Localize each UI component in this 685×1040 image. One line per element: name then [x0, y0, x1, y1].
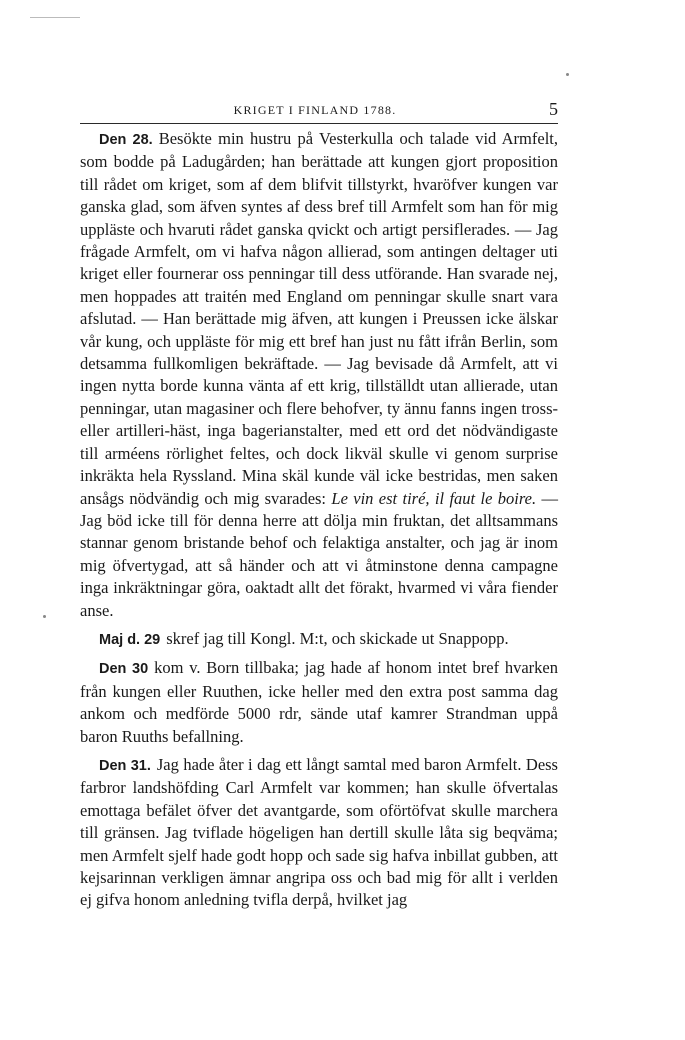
entry-text: Besökte min hustru på Vesterkulla och talade vid Armfelt, som bodde på Ladugården; han berättade att kungen gjort proposition till rådet om kriget, som af dem blifvit tillstyrkt, hvaröfver kungen var ganska glad, som äfven syntes af dess bref till Armfelt som han för mig uppläste och hvaruti rådet ganska qvickt och artigt persiflerades. — Jag frågade Armfelt, om vi hafva någon allierad, som antingen deltager uti kriget eller fournerar oss penningar till dess utförande. Han svarade nej, men hoppades att traitén med England om penningar skulle snart vara afslutad. — Han berättade mig äfven, att kungen i Preussen icke älskar vår kung, och uppläste för mig ett bref han just nu fått ifrån Berlin, som detsamma fullkomligen bekräftade. — Jag bevisade då Armfelt, att vi ingen nytta borde kunna vänta af ett krig, tillställdt utan allierade, utan penningar, utan magasiner och flere behofver, ty ännu fanns ingen tross- eller artilleri-häst, inga bagerianstalter, med ett ord det nödvändigaste till arméens rörlighet feltes, och dock likväl skulle vi genom surprise inkräkta hela Ryssland. Mina skäl kunde väl icke bestridas, men saken ansågs nödvändig och mig svarades:: [80, 129, 558, 508]
diary-entry: [80, 754, 558, 912]
entry-quote: Le vin est tiré, il faut le boire.: [331, 488, 537, 508]
scan-speck: [43, 615, 46, 618]
entry-date: Maj d. 29: [99, 631, 161, 648]
entry-text: skref jag till Kongl. M:t, och skickade ut Snappopp.: [166, 628, 509, 648]
entry-text: — Jag böd icke till för denna herre att dölja min fruktan, det alltsammans stannar genom bristande behof och felaktiga anstalter, och jag är inom mig öfvertygad, att så händer och att vi åtminstone denna campagne inga inkräktningar göra, oaktadt allt det förakt, hvarmed vi våra fiender anse.: [80, 488, 559, 620]
running-title: KRIGET I FINLAND 1788.: [233, 103, 397, 117]
page-body: [80, 128, 558, 918]
book-page: [80, 0, 558, 1040]
diary-entry: [80, 128, 558, 622]
entry-date: Den 30: [99, 661, 149, 678]
scan-speck: [566, 73, 569, 76]
diary-entry: [80, 657, 558, 748]
header-rule: [80, 123, 558, 124]
entry-text: Jag hade åter i dag ett långt samtal med baron Armfelt. Dess farbror landshöfding Carl Armfelt var kommen; han skulle öfvertalas emottaga befälet öfver det avantgarde, som oförtöfvat skulle marchera till gränsen. Jag tviflade högeligen han dertill skulle låta sig beqväma; men Armfelt sjelf hade godt hopp och sade sig hafva inbillat gubben, att kejsarinnan verkligen ämnar angripa oss och bad mig för allt i verlden ej gifva honom anledning tvifla derpå, hvilket jag: [80, 754, 558, 910]
entry-text: kom v. Born tillbaka; jag hade af honom intet bref hvarken från kungen eller Ruuthen, icke heller med den extra post samma dag ankom och medförde 5000 rdr, sände utaf kamrer Strandman uppå baron Ruuths befallning.: [80, 658, 558, 746]
scan-speck: [30, 17, 80, 18]
page-number: 5: [549, 99, 558, 119]
entry-date: Den 28.: [99, 132, 153, 148]
diary-entry: [80, 628, 558, 651]
entry-date: Den 31.: [99, 757, 151, 774]
page-header: [80, 101, 558, 123]
